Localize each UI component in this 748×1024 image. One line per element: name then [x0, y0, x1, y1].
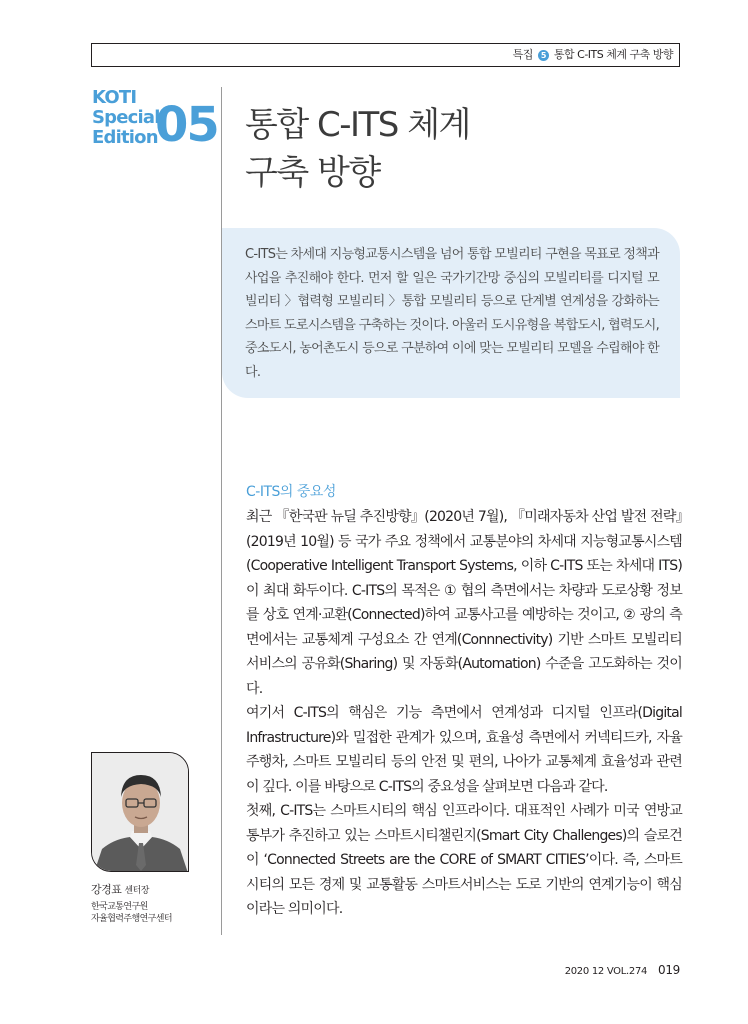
author-name	[91, 883, 149, 898]
article-title	[245, 101, 470, 197]
article-body	[246, 505, 682, 922]
author-photo	[91, 752, 189, 872]
author-org-line-1: 한국교통연구원	[91, 902, 148, 912]
section-title: 통합 C-ITS 체계 구축 방향	[553, 48, 673, 61]
section-prefix: 특집	[512, 48, 533, 61]
article-title-line-1: 통합 C-ITS 체계	[245, 105, 470, 145]
page-number: 019	[657, 963, 680, 977]
running-header-text	[513, 47, 673, 63]
summary-text: C-ITS는 차세대 지능형교통시스템을 넘어 통합 모빌리티 구현을 목표로 정책과 사업을 추진해야 한다. 먼저 할 일은 국가기간망 중심의 모빌리티를 디지털 모빌리티 〉협력형 모빌리티 〉통합 모빌리티 등으로 단계별 연계성을 강화하는 스마트 도로시스템을 구축하는 것이다. 아울러 도시유형을 복합도시, 협력도시, 중소도시, 농어촌도시 등으로 구분하여 이에 맞는 모빌리티 모델을 수립해야 한다.	[245, 247, 659, 380]
body-paragraph: 여기서 C-ITS의 핵심은 기능 측면에서 연계성과 디지털 인프라(Digital Infrastructure)와 밀접한 관계가 있으며, 효율성 측면에서 커넥티드카, 자율주행차, 스마트 모빌리티 등의 안전 및 편의, 나아가 교통체계 효율성과 관련이 깊다. 이를 바탕으로 C-ITS의 중요성을 살펴보면 다음과 같다.	[246, 705, 682, 795]
badge-line-edition: Edition	[92, 127, 158, 148]
summary-box	[222, 228, 680, 398]
koti-special-edition-badge	[92, 87, 218, 153]
vertical-divider	[221, 87, 222, 935]
author-portrait-icon	[92, 753, 189, 872]
badge-line-special: Special	[92, 107, 160, 128]
author-affiliation	[91, 901, 172, 925]
badge-line-koti: KOTI	[92, 87, 137, 108]
author-org-line-2: 자율협력주행연구센터	[91, 914, 172, 924]
article-title-line-2: 구축 방향	[245, 153, 380, 193]
section-heading: C-ITS의 중요성	[246, 484, 336, 500]
running-header	[91, 43, 680, 67]
issue-info: 2020 12 VOL.274	[564, 966, 648, 977]
author-name-text: 강경표	[91, 883, 122, 896]
body-paragraph: 첫째, C-ITS는 스마트시티의 핵심 인프라이다. 대표적인 사례가 미국 연방교통부가 추진하고 있는 스마트시티챌린지(Smart City Challenges)의 슬로건이 ‘Connected Streets are the CORE of SMART CITIES’이다. 즉, 스마트시티의 모든 경제 및 교통활동 스마트서비스는 도로 기반의 연계기능이 핵심이라는 의미이다.	[246, 803, 682, 917]
section-number-badge: 5	[538, 50, 549, 61]
page-footer	[565, 963, 680, 979]
author-role: 센터장	[124, 886, 149, 896]
body-paragraph: 최근 『한국판 뉴딜 추진방향』(2020년 7월), 『미래자동차 산업 발전 전략』(2019년 10월) 등 국가 주요 정책에서 교통분야의 차세대 지능형교통시스템(Cooperative Intelligent Transport Systems, 이하 C-ITS 또는 차세대 ITS)이 최대 화두이다. C-ITS의 목적은 ① 협의 측면에서는 차량과 도로상황 정보를 상호 연계·교환(Connected)하여 교통사고를 예방하는 것이고, ② 광의 측면에서는 교통체계 구성요소 간 연계(Connnectivity) 기반 스마트 모빌리티 서비스의 공유화(Sharing) 및 자동화(Automation) 수준을 고도화하는 것이다.	[246, 509, 682, 697]
badge-number: 05	[155, 97, 218, 153]
